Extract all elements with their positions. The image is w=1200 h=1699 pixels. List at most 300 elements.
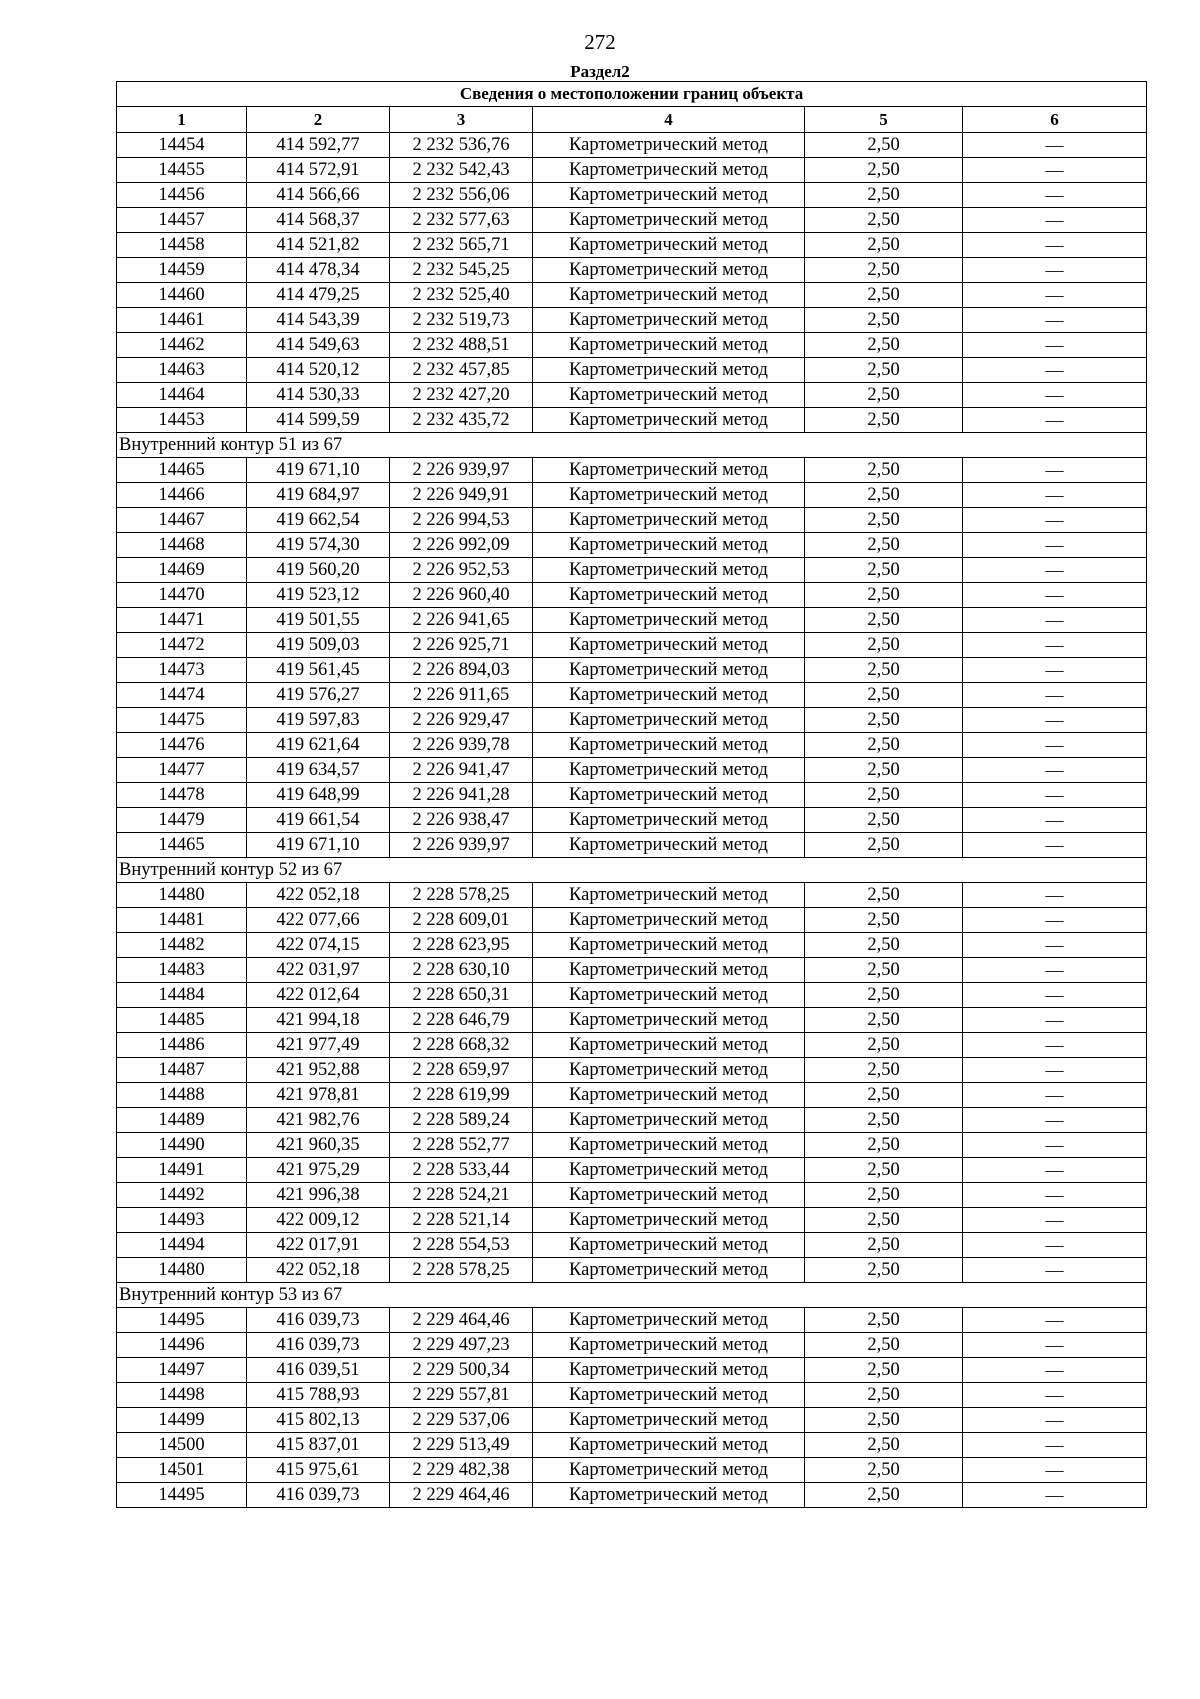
point-number-cell: 14473 [117, 658, 247, 683]
point-number-cell: 14485 [117, 1008, 247, 1033]
table-row [117, 1158, 1147, 1183]
x-coordinate-cell: 419 671,10 [247, 458, 390, 483]
table-row [117, 1183, 1147, 1208]
accuracy-cell: 2,50 [805, 133, 963, 158]
accuracy-cell: 2,50 [805, 1183, 963, 1208]
y-coordinate-cell: 2 228 659,97 [390, 1058, 533, 1083]
description-cell: — [963, 133, 1147, 158]
method-cell: Картометрический метод [533, 483, 805, 508]
point-number-cell: 14479 [117, 808, 247, 833]
contour-heading: Внутренний контур 51 из 67 [117, 433, 1147, 458]
table-row [117, 1133, 1147, 1158]
y-coordinate-cell: 2 226 911,65 [390, 683, 533, 708]
point-number-cell: 14469 [117, 558, 247, 583]
method-cell: Картометрический метод [533, 1358, 805, 1383]
table-row [117, 1408, 1147, 1433]
point-number-cell: 14494 [117, 1233, 247, 1258]
method-cell: Картометрический метод [533, 508, 805, 533]
table-row [117, 1358, 1147, 1383]
method-cell: Картометрический метод [533, 1208, 805, 1233]
accuracy-cell: 2,50 [805, 733, 963, 758]
point-number-cell: 14480 [117, 883, 247, 908]
description-cell: — [963, 258, 1147, 283]
accuracy-cell: 2,50 [805, 1258, 963, 1283]
point-number-cell: 14484 [117, 983, 247, 1008]
point-number-cell: 14480 [117, 1258, 247, 1283]
description-cell: — [963, 1108, 1147, 1133]
y-coordinate-cell: 2 226 939,97 [390, 833, 533, 858]
point-number-cell: 14470 [117, 583, 247, 608]
description-cell: — [963, 333, 1147, 358]
description-cell: — [963, 608, 1147, 633]
table-row [117, 483, 1147, 508]
y-coordinate-cell: 2 232 525,40 [390, 283, 533, 308]
x-coordinate-cell: 422 009,12 [247, 1208, 390, 1233]
accuracy-cell: 2,50 [805, 1483, 963, 1508]
x-coordinate-cell: 419 574,30 [247, 533, 390, 558]
x-coordinate-cell: 414 530,33 [247, 383, 390, 408]
contour-heading: Внутренний контур 53 из 67 [117, 1283, 1147, 1308]
y-coordinate-cell: 2 232 536,76 [390, 133, 533, 158]
y-coordinate-cell: 2 228 578,25 [390, 883, 533, 908]
point-number-cell: 14455 [117, 158, 247, 183]
column-header: 3 [390, 107, 533, 133]
description-cell: — [963, 633, 1147, 658]
point-number-cell: 14493 [117, 1208, 247, 1233]
description-cell: — [963, 1333, 1147, 1358]
accuracy-cell: 2,50 [805, 383, 963, 408]
y-coordinate-cell: 2 232 577,63 [390, 208, 533, 233]
y-coordinate-cell: 2 226 938,47 [390, 808, 533, 833]
point-number-cell: 14489 [117, 1108, 247, 1133]
table-row [117, 958, 1147, 983]
accuracy-cell: 2,50 [805, 1233, 963, 1258]
point-number-cell: 14468 [117, 533, 247, 558]
accuracy-cell: 2,50 [805, 783, 963, 808]
description-cell: — [963, 1308, 1147, 1333]
point-number-cell: 14497 [117, 1358, 247, 1383]
y-coordinate-cell: 2 226 925,71 [390, 633, 533, 658]
description-cell: — [963, 508, 1147, 533]
point-number-cell: 14477 [117, 758, 247, 783]
method-cell: Картометрический метод [533, 1058, 805, 1083]
x-coordinate-cell: 415 788,93 [247, 1383, 390, 1408]
y-coordinate-cell: 2 228 589,24 [390, 1108, 533, 1133]
description-cell: — [963, 1208, 1147, 1233]
point-number-cell: 14476 [117, 733, 247, 758]
description-cell: — [963, 1158, 1147, 1183]
method-cell: Картометрический метод [533, 1258, 805, 1283]
method-cell: Картометрический метод [533, 558, 805, 583]
point-number-cell: 14499 [117, 1408, 247, 1433]
accuracy-cell: 2,50 [805, 1308, 963, 1333]
point-number-cell: 14495 [117, 1483, 247, 1508]
method-cell: Картометрический метод [533, 183, 805, 208]
method-cell: Картометрический метод [533, 133, 805, 158]
point-number-cell: 14488 [117, 1083, 247, 1108]
accuracy-cell: 2,50 [805, 1358, 963, 1383]
accuracy-cell: 2,50 [805, 233, 963, 258]
accuracy-cell: 2,50 [805, 933, 963, 958]
accuracy-cell: 2,50 [805, 1058, 963, 1083]
table-caption: Сведения о местоположении границ объекта [117, 82, 1147, 107]
method-cell: Картометрический метод [533, 333, 805, 358]
y-coordinate-cell: 2 226 992,09 [390, 533, 533, 558]
table-row [117, 733, 1147, 758]
table-row [117, 658, 1147, 683]
x-coordinate-cell: 414 568,37 [247, 208, 390, 233]
method-cell: Картометрический метод [533, 358, 805, 383]
x-coordinate-cell: 419 684,97 [247, 483, 390, 508]
method-cell: Картометрический метод [533, 933, 805, 958]
table-row [117, 808, 1147, 833]
description-cell: — [963, 383, 1147, 408]
method-cell: Картометрический метод [533, 983, 805, 1008]
method-cell: Картометрический метод [533, 1333, 805, 1358]
x-coordinate-cell: 415 975,61 [247, 1458, 390, 1483]
y-coordinate-cell: 2 232 488,51 [390, 333, 533, 358]
table-row [117, 383, 1147, 408]
y-coordinate-cell: 2 228 521,14 [390, 1208, 533, 1233]
point-number-cell: 14458 [117, 233, 247, 258]
method-cell: Картометрический метод [533, 1483, 805, 1508]
point-number-cell: 14471 [117, 608, 247, 633]
description-cell: — [963, 758, 1147, 783]
description-cell: — [963, 708, 1147, 733]
table-row [117, 258, 1147, 283]
x-coordinate-cell: 419 621,64 [247, 733, 390, 758]
table-row [117, 908, 1147, 933]
method-cell: Картометрический метод [533, 233, 805, 258]
method-cell: Картометрический метод [533, 908, 805, 933]
table-row [117, 133, 1147, 158]
method-cell: Картометрический метод [533, 808, 805, 833]
point-number-cell: 14456 [117, 183, 247, 208]
table-row [117, 933, 1147, 958]
accuracy-cell: 2,50 [805, 883, 963, 908]
table-row [117, 583, 1147, 608]
point-number-cell: 14492 [117, 1183, 247, 1208]
accuracy-cell: 2,50 [805, 833, 963, 858]
y-coordinate-cell: 2 226 960,40 [390, 583, 533, 608]
method-cell: Картометрический метод [533, 683, 805, 708]
table-row [117, 1333, 1147, 1358]
y-coordinate-cell: 2 228 623,95 [390, 933, 533, 958]
method-cell: Картометрический метод [533, 1033, 805, 1058]
y-coordinate-cell: 2 228 646,79 [390, 1008, 533, 1033]
table-row [117, 358, 1147, 383]
point-number-cell: 14490 [117, 1133, 247, 1158]
method-cell: Картометрический метод [533, 1133, 805, 1158]
method-cell: Картометрический метод [533, 883, 805, 908]
x-coordinate-cell: 414 520,12 [247, 358, 390, 383]
contour-heading-row [117, 858, 1147, 883]
accuracy-cell: 2,50 [805, 408, 963, 433]
y-coordinate-cell: 2 226 952,53 [390, 558, 533, 583]
method-cell: Картометрический метод [533, 733, 805, 758]
y-coordinate-cell: 2 226 941,28 [390, 783, 533, 808]
method-cell: Картометрический метод [533, 833, 805, 858]
table-row [117, 1308, 1147, 1333]
point-number-cell: 14483 [117, 958, 247, 983]
x-coordinate-cell: 421 982,76 [247, 1108, 390, 1133]
y-coordinate-cell: 2 226 941,65 [390, 608, 533, 633]
method-cell: Картометрический метод [533, 1308, 805, 1333]
table-row [117, 333, 1147, 358]
method-cell: Картометрический метод [533, 1183, 805, 1208]
accuracy-cell: 2,50 [805, 333, 963, 358]
y-coordinate-cell: 2 232 427,20 [390, 383, 533, 408]
description-cell: — [963, 1483, 1147, 1508]
x-coordinate-cell: 422 052,18 [247, 883, 390, 908]
x-coordinate-cell: 419 561,45 [247, 658, 390, 683]
method-cell: Картометрический метод [533, 758, 805, 783]
table-row [117, 833, 1147, 858]
table-row [117, 1483, 1147, 1508]
y-coordinate-cell: 2 232 457,85 [390, 358, 533, 383]
description-cell: — [963, 958, 1147, 983]
table-row [117, 608, 1147, 633]
y-coordinate-cell: 2 232 435,72 [390, 408, 533, 433]
table-row [117, 408, 1147, 433]
description-cell: — [963, 1433, 1147, 1458]
table-row [117, 1008, 1147, 1033]
accuracy-cell: 2,50 [805, 958, 963, 983]
contour-heading: Внутренний контур 52 из 67 [117, 858, 1147, 883]
method-cell: Картометрический метод [533, 1158, 805, 1183]
table-row [117, 683, 1147, 708]
accuracy-cell: 2,50 [805, 1158, 963, 1183]
table-row [117, 783, 1147, 808]
description-cell: — [963, 808, 1147, 833]
y-coordinate-cell: 2 229 500,34 [390, 1358, 533, 1383]
method-cell: Картометрический метод [533, 533, 805, 558]
table-row [117, 983, 1147, 1008]
x-coordinate-cell: 422 017,91 [247, 1233, 390, 1258]
x-coordinate-cell: 422 031,97 [247, 958, 390, 983]
method-cell: Картометрический метод [533, 458, 805, 483]
y-coordinate-cell: 2 228 578,25 [390, 1258, 533, 1283]
description-cell: — [963, 1258, 1147, 1283]
column-header: 6 [963, 107, 1147, 133]
method-cell: Картометрический метод [533, 783, 805, 808]
x-coordinate-cell: 414 566,66 [247, 183, 390, 208]
accuracy-cell: 2,50 [805, 533, 963, 558]
x-coordinate-cell: 415 837,01 [247, 1433, 390, 1458]
description-cell: — [963, 1183, 1147, 1208]
point-number-cell: 14463 [117, 358, 247, 383]
y-coordinate-cell: 2 226 939,97 [390, 458, 533, 483]
point-number-cell: 14500 [117, 1433, 247, 1458]
accuracy-cell: 2,50 [805, 308, 963, 333]
point-number-cell: 14465 [117, 833, 247, 858]
x-coordinate-cell: 419 597,83 [247, 708, 390, 733]
point-number-cell: 14475 [117, 708, 247, 733]
method-cell: Картометрический метод [533, 708, 805, 733]
y-coordinate-cell: 2 232 542,43 [390, 158, 533, 183]
y-coordinate-cell: 2 226 939,78 [390, 733, 533, 758]
description-cell: — [963, 1033, 1147, 1058]
x-coordinate-cell: 414 599,59 [247, 408, 390, 433]
accuracy-cell: 2,50 [805, 358, 963, 383]
description-cell: — [963, 358, 1147, 383]
accuracy-cell: 2,50 [805, 1033, 963, 1058]
x-coordinate-cell: 414 521,82 [247, 233, 390, 258]
accuracy-cell: 2,50 [805, 583, 963, 608]
x-coordinate-cell: 419 576,27 [247, 683, 390, 708]
y-coordinate-cell: 2 226 894,03 [390, 658, 533, 683]
method-cell: Картометрический метод [533, 1083, 805, 1108]
y-coordinate-cell: 2 229 537,06 [390, 1408, 533, 1433]
x-coordinate-cell: 419 662,54 [247, 508, 390, 533]
y-coordinate-cell: 2 229 557,81 [390, 1383, 533, 1408]
table-row [117, 1033, 1147, 1058]
point-number-cell: 14464 [117, 383, 247, 408]
description-cell: — [963, 983, 1147, 1008]
point-number-cell: 14487 [117, 1058, 247, 1083]
table-row [117, 508, 1147, 533]
method-cell: Картометрический метод [533, 1383, 805, 1408]
accuracy-cell: 2,50 [805, 1383, 963, 1408]
method-cell: Картометрический метод [533, 1233, 805, 1258]
y-coordinate-cell: 2 232 565,71 [390, 233, 533, 258]
description-cell: — [963, 658, 1147, 683]
description-cell: — [963, 158, 1147, 183]
contour-heading-row [117, 1283, 1147, 1308]
description-cell: — [963, 1408, 1147, 1433]
y-coordinate-cell: 2 229 464,46 [390, 1308, 533, 1333]
x-coordinate-cell: 421 996,38 [247, 1183, 390, 1208]
accuracy-cell: 2,50 [805, 658, 963, 683]
x-coordinate-cell: 422 077,66 [247, 908, 390, 933]
method-cell: Картометрический метод [533, 633, 805, 658]
description-cell: — [963, 308, 1147, 333]
accuracy-cell: 2,50 [805, 983, 963, 1008]
method-cell: Картометрический метод [533, 1008, 805, 1033]
column-header: 4 [533, 107, 805, 133]
description-cell: — [963, 233, 1147, 258]
table-row [117, 208, 1147, 233]
y-coordinate-cell: 2 228 524,21 [390, 1183, 533, 1208]
table-row [117, 758, 1147, 783]
description-cell: — [963, 533, 1147, 558]
description-cell: — [963, 933, 1147, 958]
accuracy-cell: 2,50 [805, 1433, 963, 1458]
point-number-cell: 14459 [117, 258, 247, 283]
table-row [117, 233, 1147, 258]
x-coordinate-cell: 414 549,63 [247, 333, 390, 358]
accuracy-cell: 2,50 [805, 758, 963, 783]
method-cell: Картометрический метод [533, 1433, 805, 1458]
x-coordinate-cell: 421 994,18 [247, 1008, 390, 1033]
description-cell: — [963, 1458, 1147, 1483]
accuracy-cell: 2,50 [805, 683, 963, 708]
accuracy-cell: 2,50 [805, 908, 963, 933]
description-cell: — [963, 458, 1147, 483]
table-row [117, 533, 1147, 558]
point-number-cell: 14491 [117, 1158, 247, 1183]
x-coordinate-cell: 419 661,54 [247, 808, 390, 833]
method-cell: Картометрический метод [533, 383, 805, 408]
point-number-cell: 14462 [117, 333, 247, 358]
x-coordinate-cell: 419 501,55 [247, 608, 390, 633]
y-coordinate-cell: 2 228 619,99 [390, 1083, 533, 1108]
accuracy-cell: 2,50 [805, 483, 963, 508]
y-coordinate-cell: 2 229 482,38 [390, 1458, 533, 1483]
table-caption-row [117, 82, 1147, 107]
point-number-cell: 14454 [117, 133, 247, 158]
y-coordinate-cell: 2 228 552,77 [390, 1133, 533, 1158]
method-cell: Картометрический метод [533, 1458, 805, 1483]
table-row [117, 1083, 1147, 1108]
accuracy-cell: 2,50 [805, 1408, 963, 1433]
description-cell: — [963, 483, 1147, 508]
description-cell: — [963, 208, 1147, 233]
point-number-cell: 14495 [117, 1308, 247, 1333]
method-cell: Картометрический метод [533, 308, 805, 333]
method-cell: Картометрический метод [533, 958, 805, 983]
table-header-row [117, 107, 1147, 133]
point-number-cell: 14474 [117, 683, 247, 708]
x-coordinate-cell: 421 975,29 [247, 1158, 390, 1183]
x-coordinate-cell: 421 952,88 [247, 1058, 390, 1083]
point-number-cell: 14501 [117, 1458, 247, 1483]
x-coordinate-cell: 422 052,18 [247, 1258, 390, 1283]
accuracy-cell: 2,50 [805, 1008, 963, 1033]
x-coordinate-cell: 415 802,13 [247, 1408, 390, 1433]
table-row [117, 1058, 1147, 1083]
y-coordinate-cell: 2 226 949,91 [390, 483, 533, 508]
x-coordinate-cell: 419 523,12 [247, 583, 390, 608]
description-cell: — [963, 558, 1147, 583]
table-row [117, 308, 1147, 333]
x-coordinate-cell: 416 039,73 [247, 1333, 390, 1358]
y-coordinate-cell: 2 228 554,53 [390, 1233, 533, 1258]
y-coordinate-cell: 2 232 519,73 [390, 308, 533, 333]
description-cell: — [963, 1133, 1147, 1158]
table-row [117, 1433, 1147, 1458]
column-header: 1 [117, 107, 247, 133]
description-cell: — [963, 183, 1147, 208]
x-coordinate-cell: 414 543,39 [247, 308, 390, 333]
y-coordinate-cell: 2 229 497,23 [390, 1333, 533, 1358]
y-coordinate-cell: 2 228 650,31 [390, 983, 533, 1008]
table-row [117, 458, 1147, 483]
section-title: Раздел2 [570, 62, 630, 81]
point-number-cell: 14465 [117, 458, 247, 483]
table-row [117, 1383, 1147, 1408]
point-number-cell: 14486 [117, 1033, 247, 1058]
description-cell: — [963, 583, 1147, 608]
point-number-cell: 14482 [117, 933, 247, 958]
x-coordinate-cell: 422 012,64 [247, 983, 390, 1008]
table-row [117, 558, 1147, 583]
table-row [117, 1108, 1147, 1133]
table-row [117, 633, 1147, 658]
y-coordinate-cell: 2 232 545,25 [390, 258, 533, 283]
accuracy-cell: 2,50 [805, 1108, 963, 1133]
accuracy-cell: 2,50 [805, 1208, 963, 1233]
accuracy-cell: 2,50 [805, 258, 963, 283]
accuracy-cell: 2,50 [805, 808, 963, 833]
accuracy-cell: 2,50 [805, 283, 963, 308]
x-coordinate-cell: 422 074,15 [247, 933, 390, 958]
point-number-cell: 14498 [117, 1383, 247, 1408]
x-coordinate-cell: 416 039,51 [247, 1358, 390, 1383]
point-number-cell: 14457 [117, 208, 247, 233]
x-coordinate-cell: 419 509,03 [247, 633, 390, 658]
y-coordinate-cell: 2 232 556,06 [390, 183, 533, 208]
